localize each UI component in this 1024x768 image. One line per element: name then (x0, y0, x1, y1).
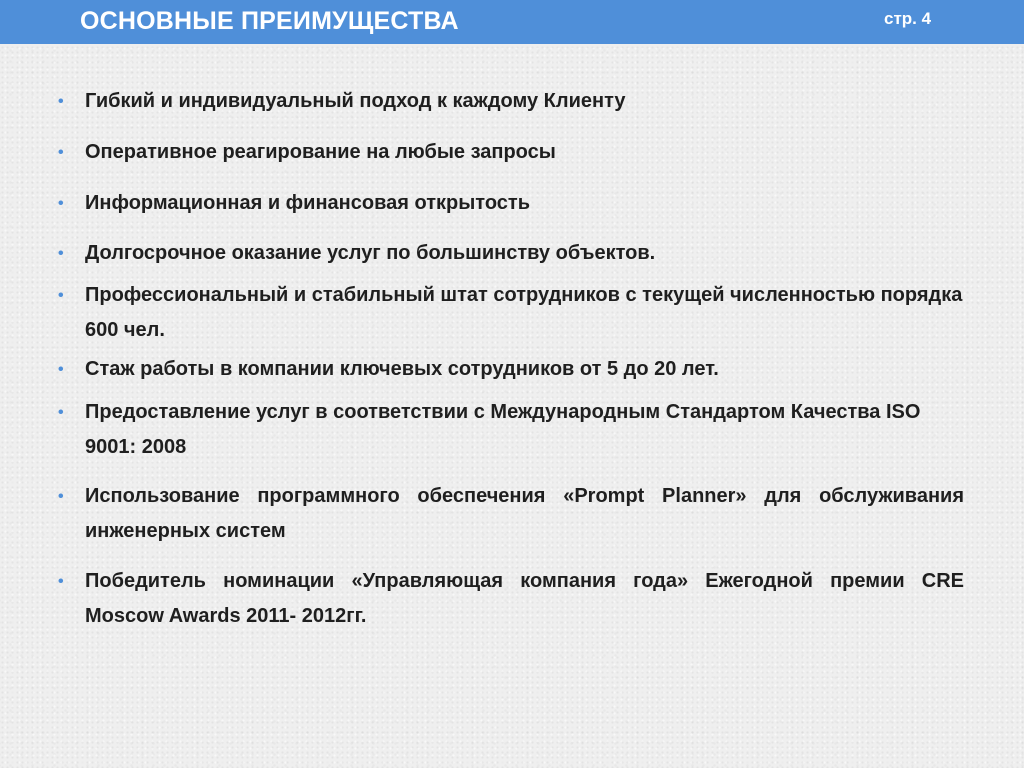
bullet-dot-icon: • (58, 195, 64, 212)
list-item-text: Гибкий и индивидуальный подход к каждому Клиенту (85, 90, 626, 112)
list-item (58, 278, 964, 348)
list-item-text: Победитель номинации «Управляющая компания года» Ежегодной премии CRE Moscow Awards 2011- 2012гг. (85, 570, 964, 627)
bullet-dot-icon: • (58, 573, 64, 590)
list-item-text: Использование программного обеспечения «Prompt Planner» для обслуживания инженерных систем (85, 485, 964, 542)
bullet-dot-icon: • (58, 287, 64, 304)
list-item-text: Стаж работы в компании ключевых сотрудников от 5 до 20 лет. (85, 358, 719, 380)
list-item-text: Оперативное реагирование на любые запросы (85, 141, 556, 163)
bullet-dot-icon: • (58, 245, 64, 262)
bullet-dot-icon: • (58, 488, 64, 505)
list-item (58, 84, 964, 119)
list-item (58, 564, 964, 634)
list-item (58, 186, 964, 221)
list-item-text: Предоставление услуг в соответствии с Международным Стандартом Качества ISO 9001: 2008 (85, 401, 921, 458)
page-number: стр. 4 (884, 9, 932, 28)
list-item (58, 135, 964, 170)
bullet-dot-icon: • (58, 361, 64, 378)
bullet-dot-icon: • (58, 144, 64, 161)
bullet-dot-icon: • (58, 93, 64, 110)
list-item (58, 236, 964, 271)
list-item (58, 352, 964, 387)
list-item-text: Информационная и финансовая открытость (85, 192, 530, 214)
list-item-text: Профессиональный и стабильный штат сотрудников с текущей численностью порядка 600 чел. (85, 284, 963, 341)
list-item-text: Долгосрочное оказание услуг по большинству объектов. (85, 242, 656, 264)
bullet-dot-icon: • (58, 404, 64, 421)
list-item (58, 479, 964, 549)
list-item (58, 395, 964, 465)
page-title: ОСНОВНЫЕ ПРЕИМУЩЕСТВА (80, 7, 459, 35)
